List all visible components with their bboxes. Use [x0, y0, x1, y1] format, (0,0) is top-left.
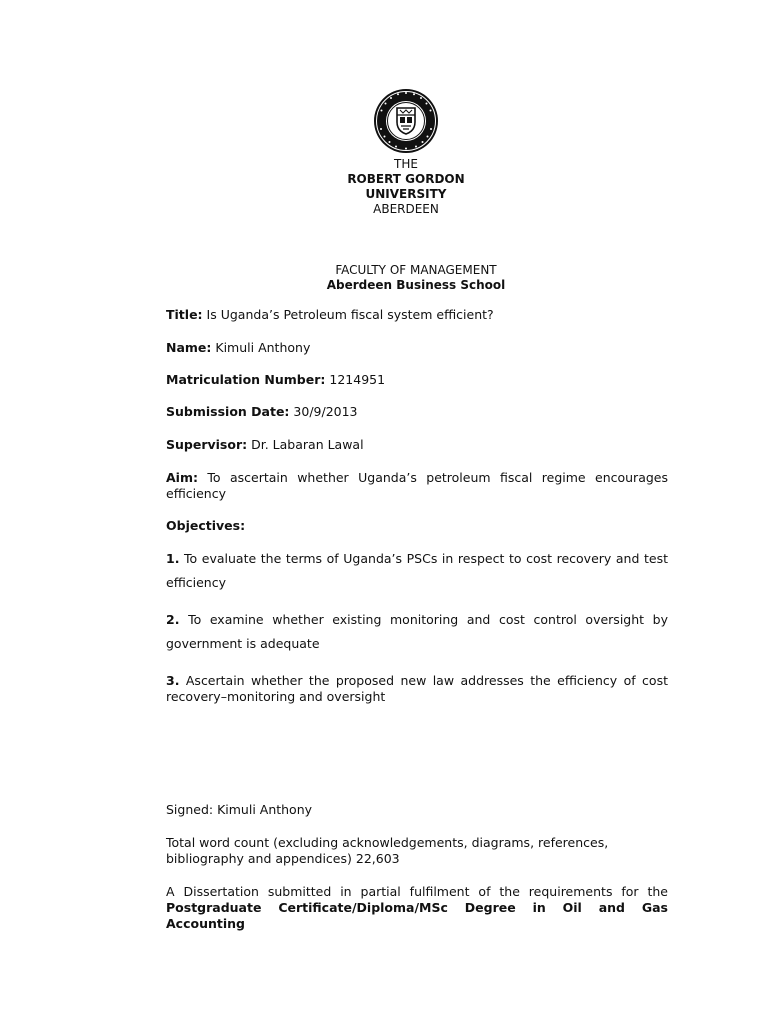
submission-date-value: 30/9/2013	[293, 404, 358, 419]
submission-date-label: Submission Date:	[166, 404, 290, 419]
name-field	[166, 340, 668, 356]
objective-number: 2.	[166, 612, 180, 627]
objective-text: To examine whether existing monitoring and cost control oversight by government is adequate	[166, 612, 668, 651]
objective-text: To evaluate the terms of Uganda’s PSCs in respect to cost recovery and test efficiency	[166, 551, 668, 590]
aim-label: Aim:	[166, 470, 198, 485]
objective-item-3	[166, 673, 668, 705]
objectives-heading	[166, 518, 668, 534]
university-line-university: UNIVERSITY	[365, 187, 447, 201]
signature-line: Signed: Kimuli Anthony	[166, 802, 313, 817]
matriculation-label: Matriculation Number:	[166, 372, 326, 387]
supervisor-value: Dr. Labaran Lawal	[251, 437, 364, 452]
faculty-name: FACULTY OF MANAGEMENT	[335, 263, 497, 277]
objective-item-1	[166, 547, 668, 595]
university-line-aberdeen: ABERDEEN	[373, 202, 439, 216]
aim-value: To ascertain whether Uganda’s petroleum fiscal regime encourages efficiency	[166, 470, 668, 501]
dissertation-prefix: A Dissertation submitted in partial fulfilment of the requirements for the	[166, 884, 668, 899]
faculty-block	[250, 263, 582, 293]
objective-number: 3.	[166, 673, 180, 688]
supervisor-field	[166, 437, 668, 453]
title-value: Is Uganda’s Petroleum fiscal system efficient?	[206, 307, 494, 322]
university-seal-logo	[373, 88, 439, 154]
dissertation-statement	[166, 884, 668, 932]
name-label: Name:	[166, 340, 212, 355]
objective-number: 1.	[166, 551, 180, 566]
degree-name: Postgraduate Certificate/Diploma/MSc Degree in Oil and Gas Accounting	[166, 900, 668, 931]
university-line-robert-gordon: ROBERT GORDON	[347, 172, 465, 186]
submission-date-field	[166, 404, 668, 420]
supervisor-label: Supervisor:	[166, 437, 248, 452]
objective-text: Ascertain whether the proposed new law addresses the efficiency of cost recovery–monitoring and oversight	[166, 673, 668, 704]
objective-item-2	[166, 608, 668, 656]
university-name-block	[300, 157, 512, 217]
aim-field	[166, 470, 668, 502]
title-field	[166, 307, 668, 323]
name-value: Kimuli Anthony	[215, 340, 311, 355]
word-count-statement: Total word count (excluding acknowledgements, diagrams, references, bibliography and appendices) 22,603	[166, 835, 609, 866]
title-label: Title:	[166, 307, 203, 322]
objectives-heading-text: Objectives:	[166, 518, 246, 533]
school-name: Aberdeen Business School	[326, 278, 506, 292]
university-line-the: THE	[394, 157, 418, 171]
matriculation-field	[166, 372, 668, 388]
matriculation-value: 1214951	[329, 372, 386, 387]
